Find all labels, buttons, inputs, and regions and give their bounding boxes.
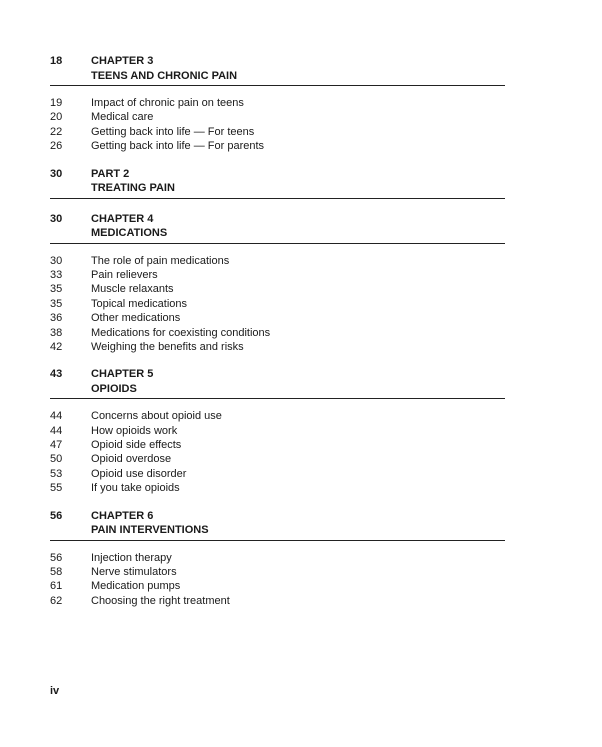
entry-title: Medications for coexisting conditions [91,326,271,339]
entry-page-number: 26 [50,140,63,153]
toc-section-chapter-3 [50,54,505,154]
entry-title: Opioid side effects [91,439,182,452]
toc-entry [50,340,505,354]
entry-title: Weighing the benefits and risks [91,340,244,353]
section-label: CHAPTER 3 [91,55,154,67]
entry-title: Opioid use disorder [91,467,187,480]
section-entries [50,86,505,154]
entry-page-number: 42 [50,340,63,353]
entry-title: Choosing the right treatment [91,594,230,607]
toc-entry [50,409,505,423]
page-folio: iv [50,685,60,697]
toc-entry [50,268,505,282]
entry-page-number: 44 [50,410,63,423]
toc-section-chapter-4 [50,212,505,355]
entry-title: Concerns about opioid use [91,410,222,423]
toc-entry [50,579,505,593]
toc-entry [50,96,505,110]
entry-title: Getting back into life — For teens [91,125,255,138]
entry-page-number: 56 [50,551,63,564]
section-entries [50,399,505,495]
entry-page-number: 62 [50,594,63,607]
section-label: CHAPTER 4 [91,212,154,225]
entry-title: Topical medications [91,297,187,310]
entry-page-number: 55 [50,482,63,495]
entry-title: Medical care [91,111,154,124]
toc-entry [50,424,505,438]
section-page-number: 56 [50,509,63,522]
toc-entry [50,311,505,325]
entry-title: Nerve stimulators [91,566,177,579]
entry-page-number: 33 [50,268,63,281]
entry-page-number: 22 [50,125,63,138]
toc-section-part-2 [50,167,505,199]
entry-page-number: 53 [50,467,63,480]
toc-entry [50,254,505,268]
toc-entry [50,594,505,608]
section-heading [50,54,505,86]
toc-entry [50,110,505,124]
toc-entry [50,139,505,153]
section-title: PAIN INTERVENTIONS [91,524,209,537]
toc-section-chapter-5 [50,367,505,495]
section-entries [50,244,505,355]
section-title: MEDICATIONS [91,227,168,240]
section-heading [50,367,505,399]
table-of-contents [50,54,505,608]
entry-page-number: 44 [50,424,63,437]
section-page-number: 30 [50,167,63,180]
entry-page-number: 35 [50,297,63,310]
toc-entry [50,438,505,452]
entry-page-number: 30 [50,254,63,267]
entry-title: If you take opioids [91,482,180,495]
toc-entry [50,282,505,296]
section-entries [50,541,505,609]
entry-title: Injection therapy [91,551,172,564]
entry-page-number: 47 [50,439,63,452]
toc-entry [50,452,505,466]
section-label: CHAPTER 5 [91,368,154,381]
toc-entry [50,297,505,311]
entry-page-number: 50 [50,453,63,466]
section-heading [50,212,505,244]
entry-title: Muscle relaxants [91,283,174,296]
section-title: OPIOIDS [91,382,137,395]
section-label: PART 2 [91,167,130,180]
entry-page-number: 61 [50,580,63,593]
section-label: CHAPTER 6 [91,509,154,522]
section-title: TEENS AND CHRONIC PAIN [91,69,238,82]
toc-entry [50,551,505,565]
entry-title: Impact of chronic pain on teens [91,97,244,109]
entry-page-number: 38 [50,326,63,339]
toc-entry [50,565,505,579]
section-heading [50,167,505,199]
entry-page-number: 35 [50,283,63,296]
section-page-number: 30 [50,212,63,225]
toc-section-chapter-6 [50,509,505,609]
entry-title: Pain relievers [91,268,158,281]
section-page-number: 18 [50,55,63,67]
entry-title: Opioid overdose [91,453,172,466]
section-page-number: 43 [50,368,63,381]
entry-title: The role of pain medications [91,254,230,267]
entry-title: Getting back into life — For parents [91,140,265,153]
toc-entry [50,467,505,481]
entry-page-number: 20 [50,111,63,124]
entry-title: Other medications [91,312,181,325]
toc-entry [50,326,505,340]
entry-page-number: 19 [50,97,63,109]
entry-page-number: 58 [50,566,63,579]
toc-entry [50,125,505,139]
entry-title: Medication pumps [91,580,181,593]
entry-title: How opioids work [91,424,178,437]
toc-entry [50,481,505,495]
section-title: TREATING PAIN [91,182,175,195]
entry-page-number: 36 [50,312,63,325]
section-heading [50,509,505,541]
